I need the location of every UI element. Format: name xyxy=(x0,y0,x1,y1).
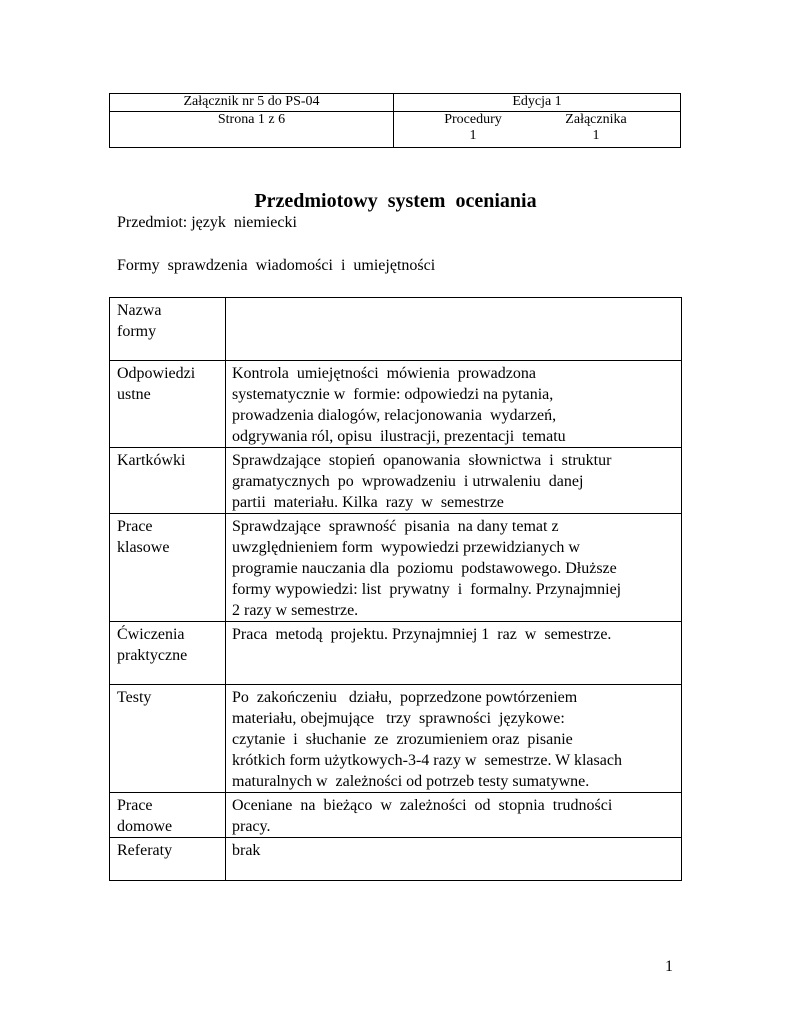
row-description: Sprawdzające sprawność pisania na dany temat z uwzględnieniem form wypowiedzi przewidzianych w programie nauczania dla poziomu podstawowego. Dłuższe formy wypowiedzi: list prywatny i formalny. Przynajmniej 2 razy w semestrze. xyxy=(226,514,682,622)
table-row-class-papers xyxy=(110,514,682,622)
table-row-tests xyxy=(110,685,682,793)
document-header-table xyxy=(109,93,681,148)
procedure-value: 1 xyxy=(469,128,477,143)
table-header-row xyxy=(110,298,682,361)
row-description: Oceniane na bieżąco w zależności od stopnia trudności pracy. xyxy=(226,793,682,838)
assessment-forms-table xyxy=(109,297,682,881)
row-description: Kontrola umiejętności mówienia prowadzona systematycznie w formie: odpowiedzi na pytania, prowadzenia dialogów, relacjonowania wydarzeń, odgrywania ról, opisu ilustracji, prezentacji tematu xyxy=(226,361,682,448)
row-label: Kartkówki xyxy=(110,448,226,514)
procedure-revision xyxy=(428,112,518,144)
row-label: Odpowiedzi ustne xyxy=(110,361,226,448)
page-of-total: Strona 1 z 6 xyxy=(110,112,394,148)
column-header-form-name: Nazwa formy xyxy=(110,298,226,361)
page-number: 1 xyxy=(665,958,673,975)
table-row-practical-exercises xyxy=(110,622,682,685)
row-label: Prace klasowe xyxy=(110,514,226,622)
row-label: Referaty xyxy=(110,838,226,881)
forms-heading: Formy sprawdzenia wiadomości i umiejętności xyxy=(117,257,436,274)
table-row-reports xyxy=(110,838,682,881)
document-title: Przedmiotowy system oceniania xyxy=(254,190,537,212)
row-description: Praca metodą projektu. Przynajmniej 1 raz w semestrze. xyxy=(226,622,682,685)
row-description: Po zakończeniu działu, poprzedzone powtórzeniem materiału, obejmujące trzy sprawności językowe: czytanie i słuchanie ze zrozumieniem oraz pisanie krótkich form użytkowych-3-4 razy w semestrze. W klasach maturalnych w zależności od potrzeb testy sumatywne. xyxy=(226,685,682,793)
table-row-homework xyxy=(110,793,682,838)
row-label: Testy xyxy=(110,685,226,793)
attachment-value: 1 xyxy=(592,128,600,143)
column-header-description xyxy=(226,298,682,361)
table-row-short-tests xyxy=(110,448,682,514)
row-description: Sprawdzające stopień opanowania słownictwa i struktur gramatycznych po wprowadzeniu i utrwaleniu danej partii materiału. Kilka razy w semestrze xyxy=(226,448,682,514)
row-description: brak xyxy=(226,838,682,881)
table-row-oral-answers xyxy=(110,361,682,448)
attachment-reference: Załącznik nr 5 do PS-04 xyxy=(110,94,394,112)
attachment-label: Załącznika xyxy=(565,112,627,127)
row-label: Prace domowe xyxy=(110,793,226,838)
subject-line: Przedmiot: język niemiecki xyxy=(117,214,297,231)
attachment-revision xyxy=(551,112,641,144)
procedure-label: Procedury xyxy=(444,112,502,127)
edition: Edycja 1 xyxy=(394,94,681,112)
row-label: Ćwiczenia praktyczne xyxy=(110,622,226,685)
revision-cell xyxy=(394,112,681,148)
